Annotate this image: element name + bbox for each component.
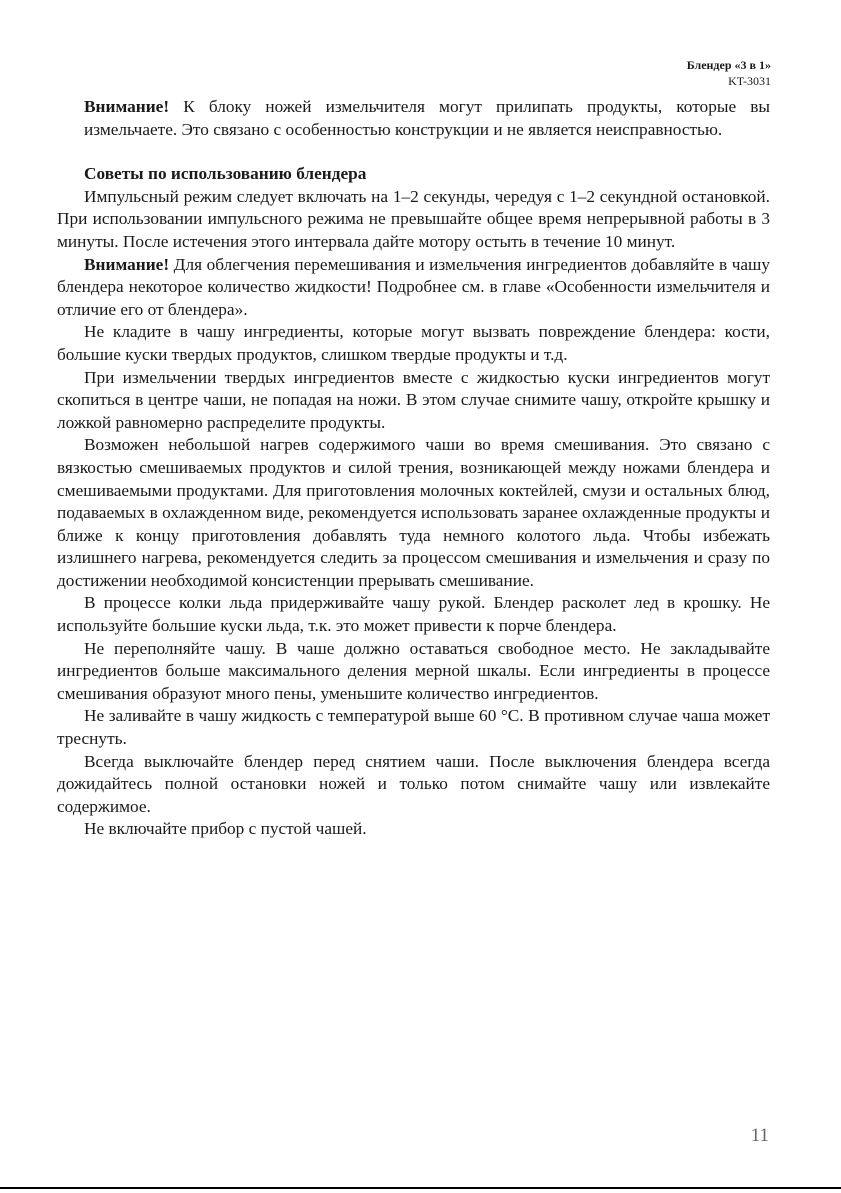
- paragraph-empty-bowl: Не включайте прибор с пустой чашей.: [84, 819, 367, 839]
- product-name: Блендер «3 в 1»: [686, 58, 771, 72]
- paragraph-heating: Возможен небольшой нагрев содержимого чаши во время смешивания. Это связано с вязкостью смешиваемых продуктов и силой трения, возникающей между ножами блендера и смешиваемыми продуктами. Для приготовления молочных коктейлей, смузи и остальных блюд, подаваемых в охлажденном виде, рекомендуется использовать заранее охлажденные продукты и ближе к концу приготовления добавлять туда немного колотого льда. Чтобы избежать излишнего нагрева, рекомендуется следить за процессом смешивания и измельчения и сразу по достижении необходимой консистенции прерывать смешивание.: [57, 435, 770, 590]
- running-header: [687, 57, 771, 89]
- paragraph-switch-off: Всегда выключайте блендер перед снятием чаши. После выключения блендера всегда дожидайтесь полной остановки ножей и только потом снимайте чашу или извлекайте содержимое.: [57, 751, 770, 816]
- bottom-divider: [0, 1187, 841, 1189]
- page-body: [57, 96, 770, 841]
- paragraph-solid-ingredients: При измельчении твердых ингредиентов вместе с жидкостью куски ингредиентов могут скопиться в центре чаши, не попадая на ножи. В этом случае снимите чашу, откройте крышку и ложкой равномерно распределите продукты.: [57, 367, 770, 432]
- page-number: 11: [750, 1125, 769, 1146]
- warning-text: К блоку ножей измельчителя могут прилипать продукты, которые вы измельчаете. Это связано с особенностью конструкции и не является неисправностью.: [84, 97, 770, 139]
- paragraph-liquid-warning: [57, 254, 770, 322]
- warning-label: Внимание!: [84, 254, 170, 274]
- paragraph-temperature: Не заливайте в чашу жидкость с температурой выше 60 °С. В противном случае чаша может треснуть.: [57, 706, 770, 749]
- paragraph-pulse-mode: Импульсный режим следует включать на 1–2 секунды, чередуя с 1–2 секундной остановкой. При использовании импульсного режима не превышайте общее время непрерывной работы в 3 минуты. После истечения этого интервала дайте мотору остыть в течение 10 минут.: [57, 186, 770, 251]
- section-title: Советы по использованию блендера: [84, 164, 367, 184]
- paragraph-overfill: Не переполняйте чашу. В чаше должно оставаться свободное место. Не закладывайте ингредиентов больше максимального деления мерной шкалы. Если ингредиенты в процессе смешивания образуют много пены, уменьшите количество ингредиентов.: [57, 638, 770, 703]
- warning-text: Для облегчения перемешивания и измельчения ингредиентов добавляйте в чашу блендера некоторое количество жидкости! Подробнее см. в главе «Особенности измельчителя и отличие его от блендера».: [57, 254, 770, 319]
- paragraph-forbidden-ingredients: Не кладите в чашу ингредиенты, которые могут вызвать повреждение блендера: кости, большие куски твердых продуктов, слишком твердые продукты и т.д.: [57, 322, 770, 364]
- warning-label: Внимание!: [84, 97, 170, 116]
- paragraph-ice: В процессе колки льда придерживайте чашу рукой. Блендер расколет лед в крошку. Не используйте большие куски льда, т.к. это может привести к порче блендера.: [57, 593, 770, 636]
- warning-paragraph: [57, 96, 770, 141]
- model-number: KT-3031: [728, 74, 771, 88]
